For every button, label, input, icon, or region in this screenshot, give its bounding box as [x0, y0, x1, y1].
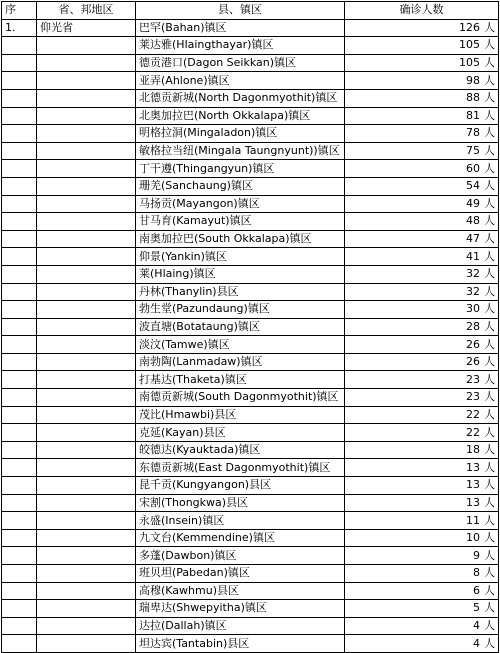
seq-cell	[2, 195, 37, 213]
confirmed-count-cell	[345, 512, 499, 530]
count-unit: 人	[484, 196, 495, 210]
count-value: 22	[466, 425, 480, 439]
count-unit: 人	[484, 390, 495, 404]
count-unit: 人	[484, 443, 495, 457]
table-row	[2, 600, 499, 618]
district-cell: 北德贡新城(North Dagonmyothit)镇区	[136, 89, 345, 107]
seq-cell	[2, 424, 37, 442]
region-cell	[37, 406, 136, 424]
seq-cell	[2, 160, 37, 178]
seq-cell	[2, 459, 37, 477]
seq-cell	[2, 529, 37, 547]
count-value: 10	[466, 531, 480, 545]
count-unit: 人	[484, 108, 495, 122]
confirmed-count-cell	[345, 19, 499, 37]
region-cell	[37, 37, 136, 55]
confirmed-count-cell	[345, 529, 499, 547]
count-value: 54	[466, 179, 480, 193]
table-row	[2, 283, 499, 301]
count-value: 4	[473, 636, 480, 650]
region-cell	[37, 547, 136, 565]
count-unit: 人	[484, 267, 495, 281]
district-cell: 班贝坦(Pabedan)镇区	[136, 565, 345, 583]
region-cell	[37, 160, 136, 178]
table-row	[2, 617, 499, 635]
count-value: 22	[466, 407, 480, 421]
table-row	[2, 213, 499, 231]
region-cell	[37, 353, 136, 371]
count-unit: 人	[484, 601, 495, 615]
region-cell	[37, 635, 136, 653]
district-cell: 坦达宾(Tantabin)县区	[136, 635, 345, 653]
count-value: 4	[473, 619, 480, 633]
count-unit: 人	[484, 636, 495, 650]
count-value: 41	[466, 249, 480, 263]
district-cell: 德贡港口(Dagon Seikkan)镇区	[136, 54, 345, 72]
count-value: 126	[459, 20, 480, 34]
seq-cell	[2, 371, 37, 389]
count-unit: 人	[484, 425, 495, 439]
table-row	[2, 512, 499, 530]
count-unit: 人	[484, 372, 495, 386]
table-row	[2, 318, 499, 336]
table-row	[2, 459, 499, 477]
district-cell: 巴罕(Bahan)镇区	[136, 19, 345, 37]
district-cell: 敏格拉当纽(Mingala Taungnyunt))镇区	[136, 142, 345, 160]
seq-cell	[2, 600, 37, 618]
confirmed-count-cell	[345, 54, 499, 72]
region-cell	[37, 582, 136, 600]
count-value: 26	[466, 355, 480, 369]
header-confirmed: 确诊人数	[345, 2, 499, 20]
table-row	[2, 477, 499, 495]
district-cell: 茂比(Hmawbi)县区	[136, 406, 345, 424]
count-unit: 人	[484, 478, 495, 492]
confirmed-count-cell	[345, 89, 499, 107]
seq-cell	[2, 72, 37, 90]
region-cell	[37, 459, 136, 477]
region-cell	[37, 72, 136, 90]
count-unit: 人	[484, 20, 495, 34]
confirmed-count-cell	[345, 195, 499, 213]
region-cell	[37, 177, 136, 195]
count-value: 30	[466, 302, 480, 316]
count-unit: 人	[484, 214, 495, 228]
count-value: 75	[466, 144, 480, 158]
count-unit: 人	[484, 302, 495, 316]
region-cell	[37, 336, 136, 354]
confirmed-count-cell	[345, 441, 499, 459]
district-cell: 瑞卑达(Shwepyitha)镇区	[136, 600, 345, 618]
count-value: 26	[466, 337, 480, 351]
count-value: 5	[473, 601, 480, 615]
table-row	[2, 160, 499, 178]
seq-cell	[2, 494, 37, 512]
count-unit: 人	[484, 144, 495, 158]
count-unit: 人	[484, 232, 495, 246]
region-cell	[37, 477, 136, 495]
table-row	[2, 371, 499, 389]
count-value: 11	[466, 513, 480, 527]
district-cell: 淡汶(Tamwe)镇区	[136, 336, 345, 354]
region-cell	[37, 494, 136, 512]
count-value: 105	[459, 38, 480, 52]
table-row	[2, 547, 499, 565]
seq-cell	[2, 353, 37, 371]
district-cell: 永盛(Insein)镇区	[136, 512, 345, 530]
district-cell: 九文台(Kemmendine)镇区	[136, 529, 345, 547]
region-cell	[37, 265, 136, 283]
seq-cell	[2, 582, 37, 600]
seq-cell	[2, 125, 37, 143]
district-cell: 南勃陶(Lanmadaw)镇区	[136, 353, 345, 371]
region-cell	[37, 389, 136, 407]
table-row	[2, 177, 499, 195]
seq-cell	[2, 617, 37, 635]
count-value: 32	[466, 284, 480, 298]
district-cell: 丁干遵(Thingangyun)镇区	[136, 160, 345, 178]
table-row	[2, 336, 499, 354]
seq-cell	[2, 89, 37, 107]
count-unit: 人	[484, 355, 495, 369]
header-seq: 序	[2, 2, 37, 20]
table-row	[2, 635, 499, 653]
count-value: 49	[466, 196, 480, 210]
seq-cell	[2, 318, 37, 336]
count-value: 47	[466, 232, 480, 246]
district-cell: 南德贡新城(South Dagonmyothit)镇区	[136, 389, 345, 407]
count-unit: 人	[484, 495, 495, 509]
count-unit: 人	[484, 583, 495, 597]
table-row	[2, 529, 499, 547]
confirmed-count-cell	[345, 617, 499, 635]
region-cell	[37, 107, 136, 125]
table-row	[2, 195, 499, 213]
seq-cell	[2, 301, 37, 319]
confirmed-count-cell	[345, 72, 499, 90]
seq-cell	[2, 265, 37, 283]
seq-cell	[2, 406, 37, 424]
confirmed-count-cell	[345, 125, 499, 143]
seq-cell	[2, 336, 37, 354]
region-cell	[37, 512, 136, 530]
region-cell	[37, 565, 136, 583]
region-cell	[37, 230, 136, 248]
district-cell: 达拉(Dallah)镇区	[136, 617, 345, 635]
confirmed-count-cell	[345, 582, 499, 600]
table-row	[2, 582, 499, 600]
region-cell: 仰光省	[37, 19, 136, 37]
seq-cell	[2, 512, 37, 530]
count-value: 23	[466, 372, 480, 386]
table-row	[2, 248, 499, 266]
district-cell: 北奥加拉巴(North Okkalapa)镇区	[136, 107, 345, 125]
count-unit: 人	[484, 319, 495, 333]
count-value: 9	[473, 548, 480, 562]
district-cell: 昆千贡(Kungyangon)县区	[136, 477, 345, 495]
district-cell: 珊羌(Sanchaung)镇区	[136, 177, 345, 195]
confirmed-count-cell	[345, 142, 499, 160]
district-cell: 南奥加拉巴(South Okkalapa)镇区	[136, 230, 345, 248]
district-cell: 丹林(Thanylin)县区	[136, 283, 345, 301]
district-cell: 仰景(Yankin)镇区	[136, 248, 345, 266]
region-cell	[37, 529, 136, 547]
confirmed-count-cell	[345, 230, 499, 248]
region-cell	[37, 301, 136, 319]
count-unit: 人	[484, 531, 495, 545]
confirmed-count-cell	[345, 477, 499, 495]
confirmed-count-cell	[345, 371, 499, 389]
confirmed-count-cell	[345, 389, 499, 407]
region-cell	[37, 142, 136, 160]
count-value: 105	[459, 56, 480, 70]
region-cell	[37, 283, 136, 301]
district-cell: 打基达(Thaketa)镇区	[136, 371, 345, 389]
table-row	[2, 301, 499, 319]
confirmed-count-cell	[345, 406, 499, 424]
table-row	[2, 37, 499, 55]
seq-cell	[2, 477, 37, 495]
district-cell: 克延(Kayan)县区	[136, 424, 345, 442]
table-row	[2, 494, 499, 512]
district-cell: 宋割(Thongkwa)县区	[136, 494, 345, 512]
count-value: 13	[466, 478, 480, 492]
table-row	[2, 265, 499, 283]
confirmed-cases-table	[1, 1, 499, 653]
seq-cell	[2, 565, 37, 583]
confirmed-count-cell	[345, 37, 499, 55]
seq-cell	[2, 248, 37, 266]
region-cell	[37, 54, 136, 72]
confirmed-count-cell	[345, 336, 499, 354]
count-value: 98	[466, 73, 480, 87]
header-region: 省、邦地区	[37, 2, 136, 20]
count-unit: 人	[484, 179, 495, 193]
count-value: 13	[466, 460, 480, 474]
region-cell	[37, 600, 136, 618]
confirmed-count-cell	[345, 160, 499, 178]
count-value: 88	[466, 91, 480, 105]
seq-cell	[2, 213, 37, 231]
region-cell	[37, 195, 136, 213]
region-cell	[37, 89, 136, 107]
count-unit: 人	[484, 56, 495, 70]
count-unit: 人	[484, 73, 495, 87]
count-value: 28	[466, 319, 480, 333]
confirmed-count-cell	[345, 283, 499, 301]
region-cell	[37, 248, 136, 266]
confirmed-count-cell	[345, 565, 499, 583]
confirmed-count-cell	[345, 600, 499, 618]
table-row	[2, 353, 499, 371]
table-row	[2, 125, 499, 143]
seq-cell	[2, 441, 37, 459]
table-row	[2, 72, 499, 90]
seq-cell	[2, 635, 37, 653]
seq-cell: 1.	[2, 19, 37, 37]
district-cell: 皎德达(Kyauktada)镇区	[136, 441, 345, 459]
count-unit: 人	[484, 249, 495, 263]
count-unit: 人	[484, 548, 495, 562]
count-unit: 人	[484, 284, 495, 298]
table-row	[2, 230, 499, 248]
header-district: 县、镇区	[136, 2, 345, 20]
seq-cell	[2, 54, 37, 72]
seq-cell	[2, 230, 37, 248]
confirmed-count-cell	[345, 459, 499, 477]
count-unit: 人	[484, 407, 495, 421]
confirmed-count-cell	[345, 547, 499, 565]
table-row	[2, 389, 499, 407]
count-value: 81	[466, 108, 480, 122]
seq-cell	[2, 389, 37, 407]
district-cell: 莱(Hlaing)镇区	[136, 265, 345, 283]
count-unit: 人	[484, 619, 495, 633]
district-cell: 明格拉洞(Mingaladon)镇区	[136, 125, 345, 143]
district-cell: 亚弄(Ahlone)镇区	[136, 72, 345, 90]
district-cell: 马扬贡(Mayangon)镇区	[136, 195, 345, 213]
confirmed-count-cell	[345, 248, 499, 266]
count-unit: 人	[484, 91, 495, 105]
confirmed-count-cell	[345, 318, 499, 336]
confirmed-count-cell	[345, 265, 499, 283]
region-cell	[37, 318, 136, 336]
table-row	[2, 406, 499, 424]
district-cell: 高穆(Kawhmu)县区	[136, 582, 345, 600]
count-value: 8	[473, 566, 480, 580]
table-row	[2, 142, 499, 160]
region-cell	[37, 424, 136, 442]
confirmed-count-cell	[345, 301, 499, 319]
seq-cell	[2, 37, 37, 55]
count-value: 23	[466, 390, 480, 404]
region-cell	[37, 441, 136, 459]
table-row	[2, 565, 499, 583]
confirmed-count-cell	[345, 107, 499, 125]
region-cell	[37, 371, 136, 389]
confirmed-count-cell	[345, 353, 499, 371]
count-value: 60	[466, 161, 480, 175]
header-row	[2, 2, 499, 20]
confirmed-count-cell	[345, 635, 499, 653]
count-unit: 人	[484, 566, 495, 580]
table-row	[2, 107, 499, 125]
confirmed-count-cell	[345, 424, 499, 442]
count-value: 78	[466, 126, 480, 140]
table-row	[2, 54, 499, 72]
count-value: 18	[466, 443, 480, 457]
confirmed-count-cell	[345, 213, 499, 231]
district-cell: 波直塘(Botataung)镇区	[136, 318, 345, 336]
count-value: 13	[466, 495, 480, 509]
count-unit: 人	[484, 513, 495, 527]
count-value: 6	[473, 583, 480, 597]
seq-cell	[2, 177, 37, 195]
district-cell: 东德贡新城(East Dagonmyothit)镇区	[136, 459, 345, 477]
count-value: 48	[466, 214, 480, 228]
region-cell	[37, 617, 136, 635]
count-value: 32	[466, 267, 480, 281]
seq-cell	[2, 283, 37, 301]
table-row	[2, 19, 499, 37]
count-unit: 人	[484, 337, 495, 351]
confirmed-count-cell	[345, 177, 499, 195]
seq-cell	[2, 547, 37, 565]
count-unit: 人	[484, 126, 495, 140]
region-cell	[37, 213, 136, 231]
district-cell: 莱达雅(Hlaingthayar)镇区	[136, 37, 345, 55]
count-unit: 人	[484, 38, 495, 52]
count-unit: 人	[484, 460, 495, 474]
confirmed-count-cell	[345, 494, 499, 512]
seq-cell	[2, 107, 37, 125]
region-cell	[37, 125, 136, 143]
seq-cell	[2, 142, 37, 160]
district-cell: 勃生堂(Pazundaung)镇区	[136, 301, 345, 319]
table-row	[2, 424, 499, 442]
count-unit: 人	[484, 161, 495, 175]
district-cell: 多蓬(Dawbon)镇区	[136, 547, 345, 565]
table-row	[2, 441, 499, 459]
table-row	[2, 89, 499, 107]
district-cell: 甘马育(Kamayut)镇区	[136, 213, 345, 231]
